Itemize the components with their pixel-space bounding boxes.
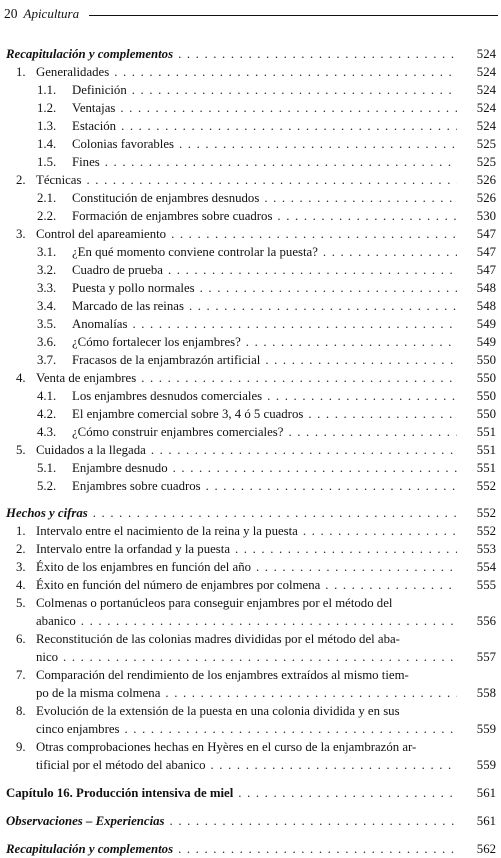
dot-leader xyxy=(121,117,457,135)
toc-entry-content xyxy=(72,351,460,369)
toc-entry-title: Enjambre desnudo xyxy=(72,461,168,475)
dot-leader xyxy=(125,720,458,738)
toc-entry-content xyxy=(72,423,460,441)
toc-entry-title: abanico xyxy=(36,614,76,628)
dot-leader xyxy=(179,135,457,153)
dot-leader xyxy=(141,369,457,387)
toc-entry-title: Otras comprobaciones hechas en Hyères en el curso de la enjambrazón ar- xyxy=(36,740,417,754)
toc-entry-number: 2.1. xyxy=(37,191,57,205)
toc-entry-content xyxy=(36,63,460,81)
toc-entry xyxy=(4,261,498,279)
toc-entry-number: 8. xyxy=(16,704,26,718)
toc-entry-number: 5.1. xyxy=(37,461,57,475)
toc-page-number: 554 xyxy=(476,560,496,574)
toc-entry-number: 4. xyxy=(16,578,26,592)
toc-entry-content xyxy=(72,405,460,423)
dot-leader xyxy=(264,189,457,207)
toc-entry xyxy=(4,333,498,351)
toc-page-number: 525 xyxy=(476,137,496,151)
toc-page-number: 524 xyxy=(476,101,496,115)
toc-entry-title: Fracasos de la enjambrazón artificial xyxy=(72,353,261,367)
dot-leader xyxy=(178,45,457,63)
toc-entry-content xyxy=(36,756,460,774)
toc-page-number: 556 xyxy=(476,614,496,628)
toc-entry xyxy=(4,189,498,207)
dot-leader xyxy=(165,684,457,702)
toc-entry-content xyxy=(36,369,460,387)
toc-entry-content xyxy=(36,225,460,243)
toc-entry-content xyxy=(36,702,460,720)
toc-entry xyxy=(4,540,498,558)
dot-leader xyxy=(171,225,457,243)
toc-entry-content xyxy=(36,630,460,648)
dot-leader xyxy=(288,423,457,441)
dot-leader xyxy=(168,261,457,279)
toc-entry-content xyxy=(72,279,460,297)
toc-entry-number: 1.3. xyxy=(37,119,57,133)
toc-page-number: 550 xyxy=(476,389,496,403)
toc-entry-title: Cuadro de prueba xyxy=(72,263,163,277)
dot-leader xyxy=(114,63,457,81)
toc-entry xyxy=(4,477,498,495)
running-title: Apicultura xyxy=(23,6,80,21)
toc-entry-title: Venta de enjambres xyxy=(36,371,137,385)
toc-entry xyxy=(4,351,498,369)
toc-entry-number: 3.1. xyxy=(37,245,57,259)
dot-leader xyxy=(308,405,457,423)
toc-entry xyxy=(4,612,498,630)
dot-leader xyxy=(303,522,457,540)
dot-leader xyxy=(93,504,457,522)
toc-entry-content xyxy=(36,576,460,594)
toc-page-number: 555 xyxy=(476,578,496,592)
toc-page-number: 559 xyxy=(476,722,496,736)
toc-entry-title: Evolución de la extensión de la puesta en una colonia dividida y en sus xyxy=(36,704,400,718)
toc-entry-number: 3.4. xyxy=(37,299,57,313)
toc-entry-content xyxy=(72,99,460,117)
toc-entry-content xyxy=(36,522,460,540)
toc-page-number: 551 xyxy=(476,443,496,457)
toc-entry-content xyxy=(72,117,460,135)
toc-entry-content xyxy=(36,648,460,666)
toc-page-number: 530 xyxy=(476,209,496,223)
toc-page-number: 550 xyxy=(476,407,496,421)
toc-entry-title: Observaciones – Experiencias xyxy=(6,814,165,828)
page-header xyxy=(4,4,498,24)
toc-entry xyxy=(4,684,498,702)
toc-entry-number: 4.1. xyxy=(37,389,57,403)
toc-entry-title: Técnicas xyxy=(36,173,82,187)
toc-entry-number: 2.2. xyxy=(37,209,57,223)
dot-leader xyxy=(81,612,457,630)
toc-entry-number: 5.2. xyxy=(37,479,57,493)
toc-entry-content xyxy=(72,261,460,279)
toc-entry-title: Anomalías xyxy=(72,317,128,331)
toc-entry-title: Definición xyxy=(72,83,127,97)
toc-entry-title: ¿En qué momento conviene controlar la puesta? xyxy=(72,245,318,259)
toc-entry-content xyxy=(72,153,460,171)
toc-entry-content xyxy=(36,738,460,756)
toc-entry-title: Capítulo 16. Producción intensiva de miel xyxy=(6,786,234,800)
dot-leader xyxy=(325,576,457,594)
toc-entry-content xyxy=(6,784,460,802)
toc-entry-content xyxy=(72,81,460,99)
toc-entry-number: 4. xyxy=(16,371,26,385)
toc-entry-title: Comparación del rendimiento de los enjambres extraídos al mismo tiem- xyxy=(36,668,409,682)
dot-leader xyxy=(256,558,457,576)
toc-entry-number: 1.4. xyxy=(37,137,57,151)
toc-entry-content xyxy=(36,171,460,189)
dot-leader xyxy=(132,81,457,99)
dot-leader xyxy=(120,99,457,117)
toc-page-number: 525 xyxy=(476,155,496,169)
toc-entry-content xyxy=(72,333,460,351)
toc-entry-title: Puesta y pollo normales xyxy=(72,281,195,295)
toc-entry xyxy=(4,630,498,648)
toc-section-heading xyxy=(4,45,498,63)
toc-entry-title: Constitución de enjambres desnudos xyxy=(72,191,260,205)
toc-entry-title: Intervalo entre la orfandad y la puesta xyxy=(36,542,230,556)
toc-entry-title: ¿Cómo fortalecer los enjambres? xyxy=(72,335,241,349)
toc-entry-content xyxy=(72,243,460,261)
dot-leader xyxy=(267,387,457,405)
toc-page-number: 526 xyxy=(476,191,496,205)
toc-entry xyxy=(4,153,498,171)
toc-entry-title: Colonias favorables xyxy=(72,137,174,151)
page-number: 20 xyxy=(4,6,18,21)
toc-section-heading xyxy=(4,504,498,522)
dot-leader xyxy=(170,812,457,830)
toc-page-number: 552 xyxy=(476,479,496,493)
toc-entry xyxy=(4,405,498,423)
toc-entry-number: 1.5. xyxy=(37,155,57,169)
toc-entry-number: 3.2. xyxy=(37,263,57,277)
toc-entry xyxy=(4,522,498,540)
toc-entry-title: ¿Cómo construir enjambres comerciales? xyxy=(72,425,284,439)
toc-chapter-heading xyxy=(4,784,498,802)
toc-entry-title: Intervalo entre el nacimiento de la reina y la puesta xyxy=(36,524,298,538)
toc-entry-content xyxy=(36,594,460,612)
toc-entry xyxy=(4,702,498,720)
toc-entry-title: Ventajas xyxy=(72,101,116,115)
toc-entry-content xyxy=(36,666,460,684)
toc-entry-number: 3. xyxy=(16,560,26,574)
toc-entry-number: 3.3. xyxy=(37,281,57,295)
toc-entry-title: Generalidades xyxy=(36,65,110,79)
toc-entry-content xyxy=(72,477,460,495)
toc-entry-number: 1. xyxy=(16,524,26,538)
toc-page-number: 562 xyxy=(476,842,496,856)
dot-leader xyxy=(211,756,458,774)
toc-entry-number: 3.5. xyxy=(37,317,57,331)
toc-entry-content xyxy=(6,840,460,858)
toc-entry xyxy=(4,81,498,99)
toc-page-number: 550 xyxy=(476,371,496,385)
toc-entry-title: Los enjambres desnudos comerciales xyxy=(72,389,263,403)
dot-leader xyxy=(178,840,457,858)
toc-entry xyxy=(4,297,498,315)
toc-entry xyxy=(4,279,498,297)
toc-entry-number: 3. xyxy=(16,227,26,241)
dot-leader xyxy=(200,279,457,297)
toc-entry xyxy=(4,441,498,459)
toc-entry-number: 1.1. xyxy=(37,83,57,97)
toc-page-number: 551 xyxy=(476,461,496,475)
toc-entry xyxy=(4,423,498,441)
toc-entry-number: 2. xyxy=(16,542,26,556)
toc-entry-content xyxy=(72,315,460,333)
toc-entry-number: 2. xyxy=(16,173,26,187)
toc-entry-title: Cuidados a la llegada xyxy=(36,443,146,457)
toc-page-number: 548 xyxy=(476,299,496,313)
toc-entry xyxy=(4,756,498,774)
toc-entry-content xyxy=(36,540,460,558)
toc-entry-content xyxy=(36,612,460,630)
toc-page-number: 549 xyxy=(476,317,496,331)
toc-entry-title: Enjambres sobre cuadros xyxy=(72,479,201,493)
toc-entry-title: po de la misma colmena xyxy=(36,686,161,700)
toc-page-number: 552 xyxy=(476,506,496,520)
toc-entry-title: Recapitulación y complementos xyxy=(6,842,174,856)
toc-entry xyxy=(4,594,498,612)
dot-leader xyxy=(151,441,457,459)
dot-leader xyxy=(206,477,457,495)
toc-entry xyxy=(4,666,498,684)
toc-section-heading xyxy=(4,840,498,858)
toc-page-number: 553 xyxy=(476,542,496,556)
toc-entry-title: Éxito de los enjambres en función del año xyxy=(36,560,251,574)
toc-entry-number: 5. xyxy=(16,443,26,457)
toc-page-number: 548 xyxy=(476,281,496,295)
dot-leader xyxy=(86,171,457,189)
toc-entry xyxy=(4,738,498,756)
toc-entry-number: 4.3. xyxy=(37,425,57,439)
toc-entry xyxy=(4,171,498,189)
toc-entry xyxy=(4,117,498,135)
toc-entry-number: 1. xyxy=(16,65,26,79)
toc-page-number: 524 xyxy=(476,47,496,61)
toc-entry-content xyxy=(6,504,460,522)
toc-entry-title: Colmenas o portanúcleos para conseguir enjambres por el método del xyxy=(36,596,393,610)
toc-section-heading xyxy=(4,812,498,830)
toc-entry-content xyxy=(6,812,460,830)
toc-entry-title: Recapitulación y complementos xyxy=(6,47,174,61)
toc-entry xyxy=(4,207,498,225)
toc-page-number: 547 xyxy=(476,245,496,259)
toc-entry-content xyxy=(36,720,460,738)
toc-page-number: 557 xyxy=(476,650,496,664)
toc-entry-title: tificial por el método del abanico xyxy=(36,758,206,772)
dot-leader xyxy=(132,315,457,333)
toc-entry-content xyxy=(72,297,460,315)
toc-entry-title: Hechos y cifras xyxy=(6,506,88,520)
dot-leader xyxy=(173,459,457,477)
toc-entry xyxy=(4,648,498,666)
toc-page-number: 524 xyxy=(476,119,496,133)
toc-entry-content xyxy=(72,135,460,153)
toc-entry-title: Marcado de las reinas xyxy=(72,299,184,313)
toc-entry-number: 5. xyxy=(16,596,26,610)
toc-entry xyxy=(4,369,498,387)
toc-entry-number: 1.2. xyxy=(37,101,57,115)
toc-page-number: 547 xyxy=(476,227,496,241)
dot-leader xyxy=(246,333,457,351)
toc-page-number: 549 xyxy=(476,335,496,349)
dot-leader xyxy=(265,351,457,369)
dot-leader xyxy=(277,207,457,225)
dot-leader xyxy=(105,153,457,171)
toc-entry xyxy=(4,720,498,738)
dot-leader xyxy=(235,540,457,558)
toc-entry-content xyxy=(36,558,460,576)
toc-entry-content xyxy=(36,684,460,702)
toc-page-number: 524 xyxy=(476,65,496,79)
toc-entry-number: 7. xyxy=(16,668,26,682)
toc-page-number: 551 xyxy=(476,425,496,439)
toc-entry-content xyxy=(6,45,460,63)
toc-entry xyxy=(4,459,498,477)
toc-entry-title: cinco enjambres xyxy=(36,722,120,736)
toc-entry-number: 9. xyxy=(16,740,26,754)
toc-page-number: 559 xyxy=(476,758,496,772)
toc-entry-content xyxy=(72,459,460,477)
toc-entry-number: 4.2. xyxy=(37,407,57,421)
toc-entry-title: Fines xyxy=(72,155,100,169)
toc-entry-title: Formación de enjambres sobre cuadros xyxy=(72,209,273,223)
toc-page-number: 547 xyxy=(476,263,496,277)
toc-entry-title: Control del apareamiento xyxy=(36,227,167,241)
toc-entry-content xyxy=(72,207,460,225)
dot-leader xyxy=(238,784,457,802)
toc-entry-title: Estación xyxy=(72,119,117,133)
toc-entry-content xyxy=(72,189,460,207)
dot-leader xyxy=(189,297,457,315)
toc-entry xyxy=(4,99,498,117)
toc-page-number: 558 xyxy=(476,686,496,700)
toc-entry-title: nico xyxy=(36,650,59,664)
toc-entry xyxy=(4,243,498,261)
dot-leader xyxy=(63,648,457,666)
toc-page-number: 561 xyxy=(476,786,496,800)
toc-page-number: 561 xyxy=(476,814,496,828)
toc-page-number: 550 xyxy=(476,353,496,367)
toc-page-number: 552 xyxy=(476,524,496,538)
toc-entry xyxy=(4,315,498,333)
toc-entry-number: 3.6. xyxy=(37,335,57,349)
toc-entry xyxy=(4,558,498,576)
toc-entry-number: 3.7. xyxy=(37,353,57,367)
toc-entry xyxy=(4,135,498,153)
toc-entry xyxy=(4,63,498,81)
toc-entry-content xyxy=(36,441,460,459)
toc-entry xyxy=(4,576,498,594)
toc-entry-title: El enjambre comercial sobre 3, 4 ó 5 cuadros xyxy=(72,407,304,421)
toc-entry-title: Reconstitución de las colonias madres divididas por el método del aba- xyxy=(36,632,400,646)
toc-page-number: 526 xyxy=(476,173,496,187)
toc-entry-number: 6. xyxy=(16,632,26,646)
toc-entry xyxy=(4,225,498,243)
dot-leader xyxy=(323,243,457,261)
header-rule xyxy=(89,15,498,16)
toc-page-number: 524 xyxy=(476,83,496,97)
toc-entry xyxy=(4,387,498,405)
toc-entry-content xyxy=(72,387,460,405)
toc-entry-title: Éxito en función del número de enjambres por colmena xyxy=(36,578,321,592)
